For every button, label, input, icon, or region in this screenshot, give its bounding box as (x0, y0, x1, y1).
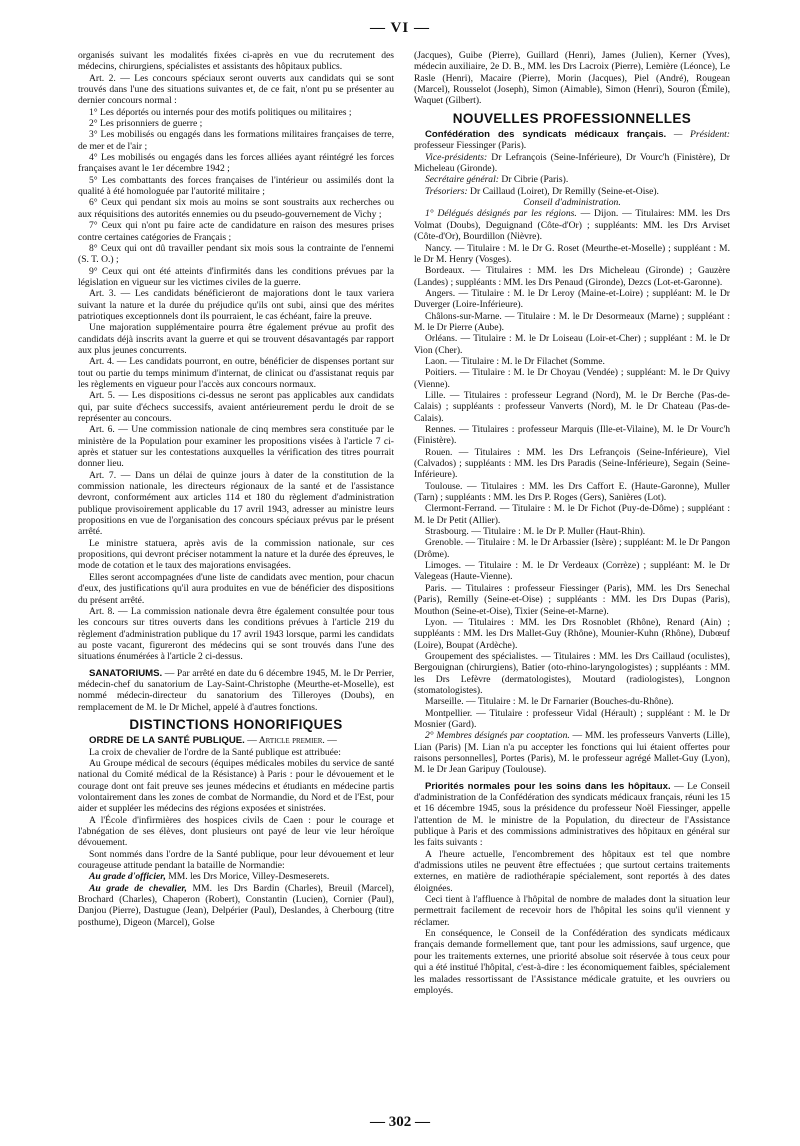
paragraph: Le ministre statuera, après avis de la commission nationale, sur ces propositions, qui devront préciser notamment la nature et la durée des épreuves, le mode de cotation et le taux des majorations envisagées. (78, 537, 394, 572)
article-3: Art. 3. — Les candidats bénéficieront de majorations dont le taux variera suivant la nature et la durée du préjudice qu'ils ont subi, ainsi que des mérites patriotiques exceptionnels dont ils pourraient, le cas échéant, faire la preuve. (78, 288, 394, 322)
list-item: 1° Les déportés ou internés pour des motifs politiques ou militaires ; (89, 106, 352, 118)
section-title-distinctions: DISTINCTIONS HONORIFIQUES (129, 716, 343, 732)
region-entry: Lyon. — Titulaires : MM. les Drs Rosnoblet (Rhône), Renard (Ain) ; suppléants : MM. les Drs Mallet-Guy (Rhône), Mounier-Kuhn (Rhône), Dubœuf (Loire), Boupat (Ardèche). (414, 616, 730, 651)
officer-grade (78, 871, 394, 882)
page-number: — 302 — (370, 1114, 430, 1130)
region-entry: Angers. — Titulaire : M. le Dr Leroy (Maine-et-Loire) ; suppléant: M. le Dr Duverger (Loire-Inférieure). (414, 287, 730, 311)
conseil-title: Conseil d'administration. (523, 197, 621, 209)
paragraph: (Jacques), Guibe (Pierre), Guillard (Henri), James (Julien), Kerner (Yves), médecin auxiliaire, 2e D. B., MM. les Drs Lacroix (Pierre), Lemière (Léonce), Le Rasle (Henri), Macaire (Pierre), Morin (Jacques), Piel (André), Rougean (Marcel), Rousselot (Joseph), Simon (Aimable), Simon (Henri), Souron (Émile), Waquet (Gilbert). (414, 50, 730, 107)
paragraph: En conséquence, le Conseil de la Confédération des syndicats médicaux français demande formellement que, tant pour les admissions, sauf urgence, que pour les traitements externes, une priorité absolue soit réservée à tous ceux pour qui a été institué l'hôpital, c'est-à-dire : les économiquement faibles, spécialement les malades ressortissant de l'Assistance médicale gratuite, et les ouvriers ou employés. (414, 928, 730, 996)
list-item: 2° Les prisonniers de guerre ; (89, 118, 203, 130)
value: Dr Lefrançois (Seine-Inférieure), Dr Vourc'h (Finistère), Dr Micheleau (Gironde). (414, 151, 730, 175)
list-item: 3° Les mobilisés ou engagés dans les formations militaires françaises de terre, de mer et de l'air ; (78, 129, 394, 152)
cooptation-members (414, 730, 730, 775)
article-4: Art. 4. — Les candidats pourront, en outre, bénéficier de dispenses portant sur tout ou partie du temps minimum d'internat, de clinicat ou d'assistanat requis par les règlements en vigueur pour l'accès aux concours normaux. (78, 356, 394, 390)
label: 1° Délégués désignés par les régions. (425, 208, 577, 220)
paragraph: Elles seront accompagnées d'une liste de candidats avec mention, pour chacun d'eux, des justifications qu'il aura produites en vue de bénéficier des dispositions du présent arrêté. (78, 571, 394, 606)
list-item: 6° Ceux qui pendant six mois au moins se sont soustraits aux recherches ou aux réquisitions des autorités ennemies ou du pseudo-gouvernement de Vichy ; (78, 197, 394, 220)
value: — Le Conseil d'administration de la Confédération des syndicats médicaux français, réuni les 15 et 16 décembre 1945, sous la présidence du professeur Noël Fiessinger, appelle l'attention de M. le ministre de la Population, du directeur de l'Assistance publique à Paris et des commissions administratives des hôpitaux en général sur les faits suivants : (414, 780, 730, 849)
region-entry: Montpellier. — Titulaire : professeur Vidal (Hérault) ; suppléant : M. le Dr Mosnier (Gard). (414, 707, 730, 730)
confederation-heading (414, 129, 730, 152)
region-entry: Nancy. — Titulaire : M. le Dr G. Roset (Meurthe-et-Moselle) ; suppléant : M. le Dr M. Henry (Vosges). (414, 242, 730, 265)
paragraph: A l'École d'infirmières des hospices civils de Caen : pour le courage et l'abnégation de ses élèves, dont plusieurs ont payé de leur vie leur héroïque dévouement. (78, 814, 394, 849)
ordre-article: — Article premier. — (244, 735, 337, 747)
region-entry: Laon. — Titulaire : M. le Dr Filachet (Somme. (425, 355, 605, 367)
region-entry: Paris. — Titulaires : professeur Fiessinger (Paris), MM. les Drs Senechal (Paris), Remilly (Seine-et-Oise) ; suppléants : MM. les Drs Dupas (Paris), Mouthon (Seine-et-Oise), Tixier (Seine-et-Marne). (414, 582, 730, 617)
delegates-regions (414, 208, 730, 242)
article-5: Art. 5. — Les dispositions ci-dessus ne seront pas applicables aux candidats qui, par suite d'échecs successifs, avaient antérieurement perdu le droit de se représenter au concours. (78, 390, 394, 424)
region-entry: Poitiers. — Titulaire : M. le Dr Choyau (Vendée) ; suppléant: M. le Dr Quivy (Vienne). (414, 367, 730, 390)
grade-label: Au grade d'officier, (89, 871, 166, 883)
sanatoriums-title: SANATORIUMS. (89, 667, 163, 679)
article-2: Art. 2. — Les concours spéciaux seront ouverts aux candidats qui se sont trouvés dans l'une des situations suivantes et, de ce fait, n'ont pu se présenter au dernier concours normal : (78, 72, 394, 107)
treasurers (414, 186, 730, 197)
value: — MM. les professeurs Vanverts (Lille), Lian (Paris) [M. Lian n'a pu accepter les fonctions qui lui étaient offertes pour raisons personnelles], Portes (Paris), M. le professeur agrégé Mallet-Guy (Lyon), M. le Dr Jean Garipuy (Toulouse). (414, 730, 731, 776)
paragraph: organisés suivant les modalités fixées ci-après en vue du recrutement des médecins, chirurgiens, spécialistes et assistants des hôpitaux publics. (78, 50, 394, 73)
value: Dr Cibrie (Paris). (498, 174, 569, 186)
article-8: Art. 8. — La commission nationale devra être également consultée pour tous les concours sur titres ouverts dans les conditions prévues à l'article 219 du règlement d'administration publique du 17 avril 1943 lorsque, parmi les candidats au poste vacant, figureront des médecins qui se sont trouvés dans l'une des situations énumérées à l'article 2 ci-dessus. (78, 605, 394, 663)
paragraph: A l'heure actuelle, l'encombrement des hôpitaux est tel que nombre d'admissions utiles ne peuvent être effectuées ; que surtout certains traitements externes, en matière de radiothérapie spécialement, sont reportés à des dates éloignées. (414, 848, 730, 894)
grade-names: MM. les Drs Morice, Villey-Desmeserets. (165, 871, 330, 883)
list-item: 4° Les mobilisés ou engagés dans les forces alliées ayant réintégré les forces françaises avant le 1er décembre 1942 ; (78, 152, 394, 175)
section-title-nouvelles: NOUVELLES PROFESSIONNELLES (452, 110, 692, 126)
region-entry: Rouen. — Titulaires : MM. les Drs Lefrançois (Seine-Inférieure), Viel (Calvados) ; suppléants : MM. les Drs Paradis (Seine-Inférieure), Segain (Seine-Inférieure). (414, 446, 730, 481)
page-roman-numeral: — VI — (370, 20, 430, 36)
region-entry: Clermont-Ferrand. — Titulaire : M. le Dr Fichot (Puy-de-Dôme) ; suppléant : M. le Dr Petit (Allier). (414, 503, 730, 526)
paragraph: Une majoration supplémentaire pourra être également prévue au profit des candidats déjà inscrits avant la guerre et qui se trouvent désavantagés par rapport aux plus jeunes concurrents. (78, 322, 394, 356)
grade-label: Au grade de chevalier, (89, 882, 187, 894)
region-entry: Orléans. — Titulaire : M. le Dr Loiseau (Loir-et-Cher) ; suppléant : M. le Dr Vion (Cher). (414, 333, 730, 356)
label: Vice-présidents: (425, 151, 488, 163)
paragraph: Ceci tient à l'affluence à l'hôpital de nombre de malades dont la situation leur permettrait facilement de recevoir hors de l'hôpital les soins qu'il viennent y réclamer. (414, 894, 730, 928)
region-entry: Lille. — Titulaires : professeur Legrand (Nord), M. le Dr Berche (Pas-de-Calais) ; suppléants : professeur Vanverts (Nord), M. le Dr Chateau (Pas-de-Calais). (414, 389, 730, 424)
paragraph: Sont nommés dans l'ordre de la Santé publique, pour leur dévouement et leur courageuse attitude pendant la bataille de Normandie: (78, 848, 394, 872)
right-column (414, 50, 730, 996)
label: 2° Membres désignés par cooptation. (425, 730, 570, 742)
region-entry: Marseille. — Titulaire : M. le Dr Farnarier (Bouches-du-Rhône). (425, 696, 674, 708)
chevalier-grade (78, 883, 394, 928)
region-entry: Strasbourg. — Titulaire : M. le Dr P. Muller (Haut-Rhin). (425, 526, 646, 538)
left-column (78, 50, 394, 928)
ordre-heading (78, 735, 394, 746)
list-item: 5° Les combattants des forces françaises de l'intérieur ou assimilés dont la qualité à été homologuée par l'autorité militaire ; (78, 174, 394, 198)
region-entry: Toulouse. — Titulaires : MM. les Drs Caffort E. (Haute-Garonne), Muller (Tarn) ; suppléants : MM. les Drs P. Roges (Gers), Sanières (Lot). (414, 480, 730, 504)
grade-names: MM. les Drs Bardin (Charles), Breuil (Marcel), Brochard (Charles), Chaperon (Robert), Constantin (Lucien), Cornier (Paul), Danjou (Pierre), Dastugue (Jean), Delpérier (Paul), Deslandes, à Cherbourg (titre posthume), Digeon (Marcel), Golse (78, 882, 394, 928)
sanatoriums-text: — Par arrêté en date du 6 décembre 1945, M. le Dr Perrier, médecin-chef du sanatorium de Lay-Saint-Christophe (Meurthe-et-Moselle), est nommé médecin-directeur du sanatorium des Tilleroyes (Doubs), en remplacement de M. le Dr Michel, appelé à d'autres fonctions. (78, 667, 394, 713)
list-item: 8° Ceux qui ont dû travailler pendant six mois sous la contrainte de l'ennemi (S. T. O.) ; (78, 242, 394, 266)
ordre-title: ORDRE DE LA SANTÉ PUBLIQUE. (89, 735, 245, 747)
president-name: professeur Fiessinger (Paris). (414, 140, 527, 152)
priorities-paragraph (414, 781, 730, 849)
region-entry: Limoges. — Titulaire : M. le Dr Verdeaux (Corrèze) ; suppléant: M. le Dr Valegeas (Haute-Vienne). (414, 560, 730, 583)
region-entry: Rennes. — Titulaires : professeur Marquis (Ille-et-Vilaine), M. le Dr Vourc'h (Finistère). (414, 424, 730, 447)
label: Secrétaire général: (425, 174, 499, 186)
region-entry: Bordeaux. — Titulaires : MM. les Drs Micheleau (Gironde) ; Gauzère (Landes) ; suppléants : MM. les Drs Penaud (Gironde), Dezcs (Lot-et-Garonne). (414, 265, 730, 288)
secretary-general (414, 174, 730, 185)
sanatoriums-paragraph (78, 668, 394, 713)
region-entry: Groupement des spécialistes. — Titulaires : MM. les Drs Caillaud (oculistes), Bergouignan (chirurgiens), Batier (oto-rhino-laryngologistes) ; suppléants : MM. les Drs Lefèvre (dermatologistes), Moutard (radiologistes), Longnon (stomatologistes). (414, 650, 730, 696)
region-entry: Châlons-sur-Marne. — Titulaire : M. le Dr Desormeaux (Marne) ; suppléant : M. le Dr Pierre (Aube). (414, 310, 730, 333)
region-entry: Grenoble. — Titulaire : M. le Dr Arbassier (Isère) ; suppléant: M. le Dr Pangon (Drôme). (414, 537, 730, 560)
confederation-title: Confédération des syndicats médicaux français. (425, 129, 667, 141)
list-item: 9° Ceux qui ont été atteints d'infirmités dans les conditions prévues par la législation en vigueur sur les victimes civiles de la guerre. (78, 265, 394, 288)
label: Trésoriers: (425, 185, 468, 197)
president-label: — Président: (666, 129, 730, 141)
article-7: Art. 7. — Dans un délai de quinze jours à dater de la constitution de la commission nationale, les directeurs régionaux de la santé et de l'assistance devront, conformément aux articles 114 et 180 du règlement d'administration publique provisoirement applicable du 17 avril 1943, adresser au ministre leurs propositions en vue de l'organisation des concours spéciaux prévus par le présent arrêté. (78, 469, 394, 538)
paragraph: Au Groupe médical de secours (équipes médicales mobiles du service de santé national du Comité médical de la Résistance) à Paris : pour le dévouement et le courage dont ont fait preuve ses jeunes médecins et étudiants en médecine partis volontairement dans les zones de combat de Normandie, du Nord et de l'Est, pour aider et suppléer les médecins des régions exposées et sinistrées. (78, 757, 394, 815)
value: Dr Caillaud (Loiret), Dr Remilly (Seine-et-Oise). (467, 185, 659, 197)
paragraph: La croix de chevalier de l'ordre de la Santé publique est attribuée: (89, 746, 341, 758)
priorities-title: Priorités normales pour les soins dans les hôpitaux. (425, 780, 671, 792)
list-item: 7° Ceux qui n'ont pu faire acte de candidature en raison des mesures prises contre certaines catégories de Français ; (78, 220, 394, 243)
value: — Dijon. — Titulaires: MM. les Drs Volmat (Doubs), Deguignand (Côte-d'Or) ; suppléants: MM. les Drs Arviset (Côte-d'Or), Bourdillon (Nièvre). (414, 208, 731, 243)
article-6: Art. 6. — Une commission nationale de cinq membres sera constituée par le ministère de la Population pour examiner les propositions visées à l'article 7 ci-après et statuer sur les contestations auxquelles la vérification des titres pourrait donner lieu. (78, 424, 394, 470)
vice-presidents (414, 152, 730, 175)
